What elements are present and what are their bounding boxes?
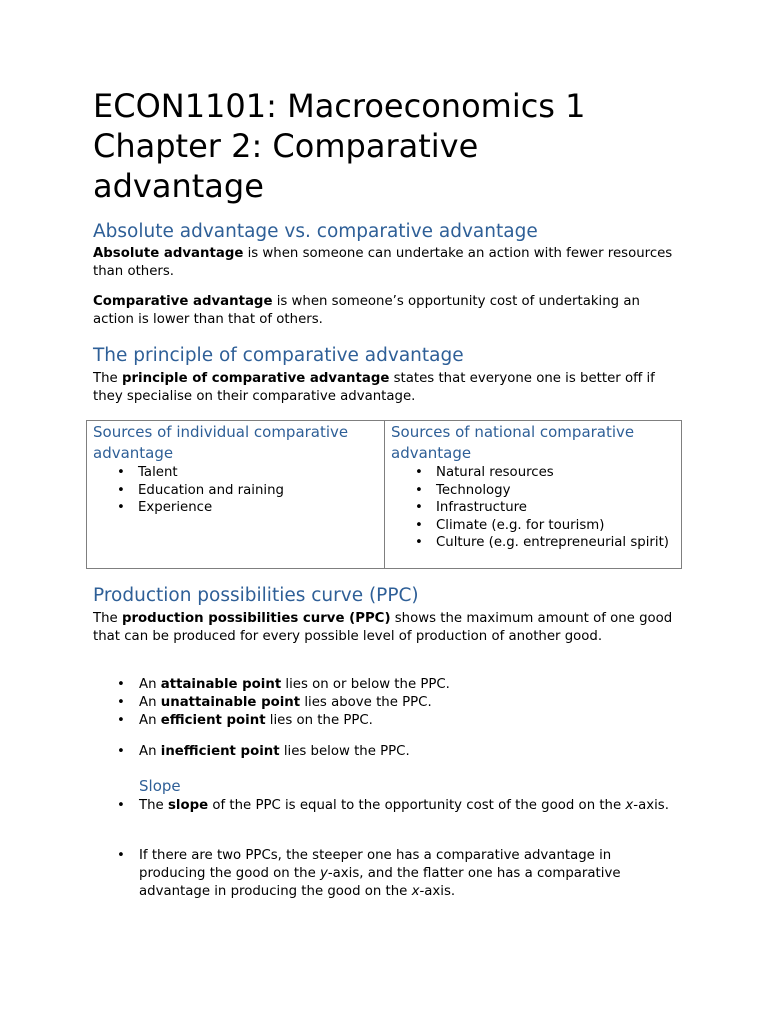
heading-slope: Slope [139,777,181,795]
title-line-3: advantage [93,167,264,205]
list-item: • Technology [391,482,676,500]
slope-text-pre: The [139,798,168,813]
individual-sources-cell [93,422,378,517]
title-line-1: ECON1101: Macroeconomics 1 [93,87,586,125]
term-attainable-point: attainable point [160,677,282,692]
point-pre: An [139,744,161,759]
point-pre: An [139,677,161,692]
term-slope: slope [167,798,209,813]
point-rest: lies on or below the PPC. [281,677,450,692]
term-unattainable-point: unattainable point [160,695,301,710]
slope-list-2 [93,847,673,901]
national-sources-cell [391,422,676,552]
point-rest: lies on the PPC. [265,713,373,728]
list-item: • Talent [93,464,378,482]
national-sources-heading: Sources of national comparative advantage [391,423,635,462]
term-ppc: production possibilities curve (PPC) [121,611,391,626]
slope-list-1 [93,797,673,815]
document-title [93,86,693,206]
point-pre: An [139,695,161,710]
list-item [93,847,673,901]
term-inefficient-point: inefficient point [160,744,280,759]
ppc-points-list [93,676,673,730]
list-item: • Experience [93,499,378,517]
term-comparative-advantage: Comparative advantage [93,294,273,309]
comparative-advantage-text: is when someone’s opportunity cost of undertaking an action is lower than that of others. [93,294,640,327]
ppc-inefficient-list [93,743,673,761]
table-divider [384,421,385,568]
principle-text: states that everyone one is better off if they specialise on their comparative advantage. [93,371,655,404]
title-line-2: Chapter 2: Comparative [93,127,479,165]
x-var: x [411,884,420,899]
point-pre: An [139,713,161,728]
list-item [93,694,673,712]
y-var: y [319,866,328,881]
term-principle: principle of comparative advantage [121,371,390,386]
heading-ppc: Production possibilities curve (PPC) [93,585,419,606]
individual-sources-heading: Sources of individual comparative advantage [93,423,349,462]
national-sources-list [391,464,676,552]
heading-absolute-vs-comparative: Absolute advantage vs. comparative advantage [93,221,538,242]
ppc-text: shows the maximum amount of one good that can be produced for every possible level of production of another good. [93,611,673,644]
list-item [93,676,673,694]
comparative-advantage-definition [93,293,683,329]
list-item [93,797,673,815]
ppc-text-pre: The [93,611,122,626]
slope-compare-c: -axis. [419,884,456,899]
absolute-advantage-text: is when someone can undertake an action with fewer resources than others. [93,246,673,279]
list-item: • Climate (e.g. for tourism) [391,517,676,535]
list-item: • Infrastructure [391,499,676,517]
principle-text-pre: The [93,371,122,386]
list-item: • Natural resources [391,464,676,482]
list-item: • Education and raining [93,482,378,500]
term-efficient-point: efficient point [160,713,266,728]
sources-table [86,420,682,569]
point-rest: lies below the PPC. [279,744,410,759]
point-rest: lies above the PPC. [300,695,432,710]
slope-text-mid: of the PPC is equal to the opportunity cost of the good on the [208,798,626,813]
list-item: • Culture (e.g. entrepreneurial spirit) [391,534,676,552]
slope-compare-a: If there are two PPCs, the steeper one has a comparative advantage in producing the good on the [139,848,612,881]
slope-compare-b: -axis, and the flatter one has a comparative advantage in producing the good on the [139,866,621,899]
x-var: x [625,798,634,813]
list-item [93,712,673,730]
individual-sources-list [93,464,378,517]
principle-definition [93,370,683,406]
term-absolute-advantage: Absolute advantage [93,246,244,261]
slope-text-end: -axis. [633,798,669,813]
ppc-definition [93,610,683,646]
list-item [93,743,673,761]
absolute-advantage-definition [93,245,683,281]
heading-principle: The principle of comparative advantage [93,345,464,366]
